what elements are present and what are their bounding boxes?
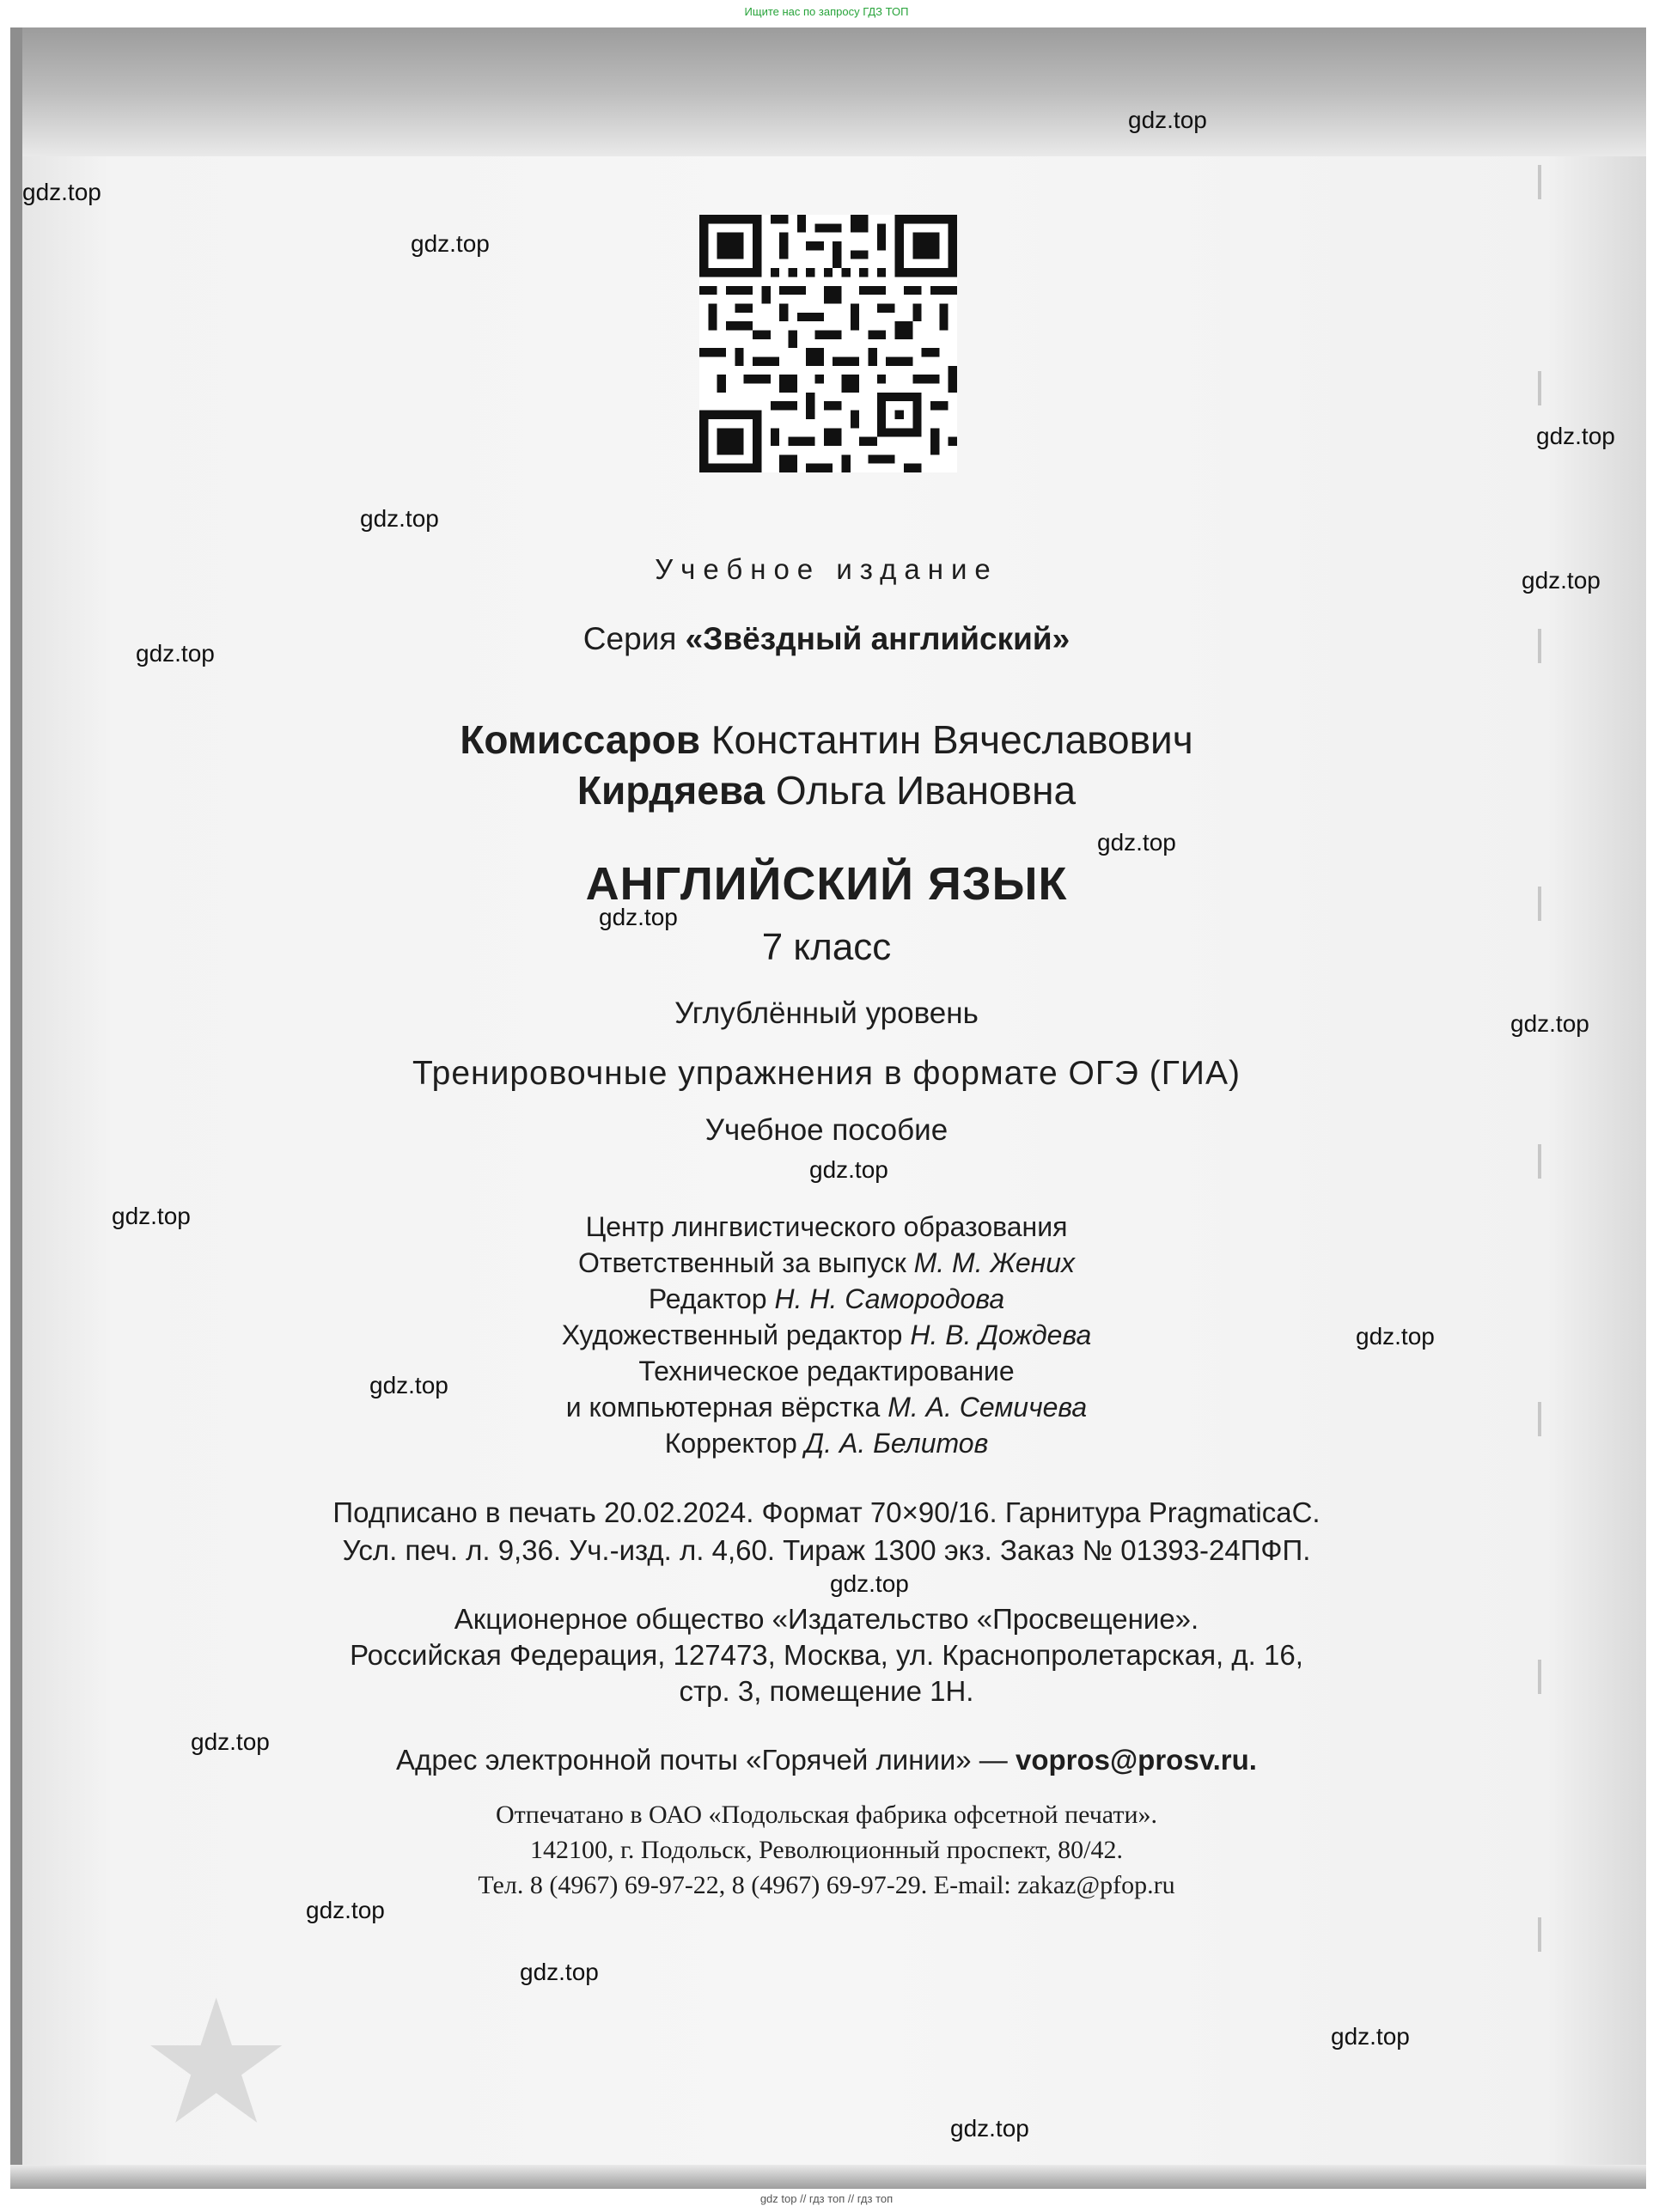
- watermark-link[interactable]: gdz.top: [1331, 2023, 1410, 2050]
- footer-links[interactable]: gdz top // гдз топ // гдз топ: [759, 2192, 894, 2205]
- publisher-line: Акционерное общество «Издательство «Просвещение».: [454, 1603, 1199, 1635]
- page-edge-mark: [1538, 371, 1541, 405]
- credits-editor: [0, 1283, 1653, 1315]
- credit-name: Н. Н. Самородова: [774, 1283, 1005, 1314]
- publisher-line: Российская Федерация, 127473, Москва, ул. Краснопролетарская, д. 16,: [350, 1639, 1303, 1671]
- watermark-link[interactable]: gdz.top: [1536, 423, 1615, 449]
- printer-line: 142100, г. Подольск, Революционный проспект, 80/42.: [530, 1836, 1123, 1864]
- credits-tech-editing: Техническое редактирование: [638, 1356, 1015, 1386]
- level: Углублённый уровень: [674, 996, 979, 1030]
- watermark-link[interactable]: gdz.top: [520, 1959, 599, 1985]
- watermark-link[interactable]: gdz.top: [830, 1570, 909, 1597]
- credit-name: Н. В. Дождева: [910, 1319, 1092, 1350]
- qr-code-icon[interactable]: [699, 215, 957, 472]
- watermark-link[interactable]: gdz.top: [1356, 1323, 1435, 1350]
- printer-line: Тел. 8 (4967) 69-97-22, 8 (4967) 69-97-29. E-mail: zakaz@pfop.ru: [478, 1871, 1175, 1899]
- credit-label: Ответственный за выпуск: [577, 1247, 906, 1278]
- author-surname: Комиссаров: [460, 717, 700, 762]
- watermark-link[interactable]: gdz.top: [599, 904, 678, 930]
- hotline-email[interactable]: vopros@prosv.ru.: [1015, 1744, 1257, 1776]
- manual-type: Учебное пособие: [705, 1113, 948, 1147]
- credit-label: Корректор: [664, 1428, 797, 1459]
- credit-label: Художественный редактор: [561, 1319, 903, 1350]
- hotline-label: Адрес электронной почты «Горячей линии» —: [396, 1744, 1008, 1776]
- author-given-names: Ольга Ивановна: [775, 768, 1077, 813]
- watermark-link[interactable]: gdz.top: [1097, 829, 1176, 856]
- page-edge-mark: [1538, 1917, 1541, 1952]
- credit-name: М. М. Жених: [913, 1247, 1076, 1278]
- credits-layout: [0, 1392, 1653, 1423]
- publisher-line: стр. 3, помещение 1Н.: [679, 1675, 974, 1707]
- watermark-link[interactable]: gdz.top: [136, 640, 215, 667]
- watermark-link[interactable]: gdz.top: [22, 179, 101, 205]
- page-top-shadow: [10, 27, 1646, 156]
- page-bottom-shadow: [10, 2165, 1646, 2189]
- series-line: [0, 621, 1653, 657]
- watermark-link[interactable]: gdz.top: [112, 1203, 191, 1229]
- credit-name: М. А. Семичева: [887, 1392, 1088, 1423]
- watermark-link[interactable]: gdz.top: [950, 2115, 1029, 2142]
- watermark-link[interactable]: gdz.top: [1510, 1010, 1589, 1037]
- book-title: АНГЛИЙСКИЙ ЯЗЫК: [585, 858, 1068, 910]
- watermark-link[interactable]: gdz.top: [191, 1728, 270, 1755]
- watermark-link[interactable]: gdz.top: [1128, 107, 1207, 133]
- edition-type: Учебное издание: [655, 553, 998, 585]
- watermark-link[interactable]: gdz.top: [369, 1372, 448, 1398]
- credit-label: Редактор: [648, 1283, 767, 1314]
- series-prefix: Серия: [583, 621, 677, 656]
- author-surname: Кирдяева: [576, 768, 766, 813]
- watermark-link[interactable]: gdz.top: [1522, 567, 1601, 594]
- credit-name: Д. А. Белитов: [804, 1428, 989, 1459]
- author-2: [0, 767, 1653, 814]
- credit-label: и компьютерная вёрстка: [565, 1392, 881, 1423]
- page-edge-mark: [1538, 1144, 1541, 1179]
- site-notice[interactable]: Ищите нас по запросу ГДЗ ТОП: [744, 5, 909, 18]
- series-name: «Звёздный английский»: [685, 621, 1070, 656]
- printer-line: Отпечатано в ОАО «Подольская фабрика офсетной печати».: [496, 1801, 1157, 1829]
- print-info-line: Усл. печ. л. 9,36. Уч.-изд. л. 4,60. Тираж 1300 экз. Заказ № 01393-24ПФП.: [342, 1534, 1311, 1566]
- star-icon: ★: [139, 1967, 294, 2159]
- author-given-names: Константин Вячеславович: [711, 717, 1193, 762]
- grade: 7 класс: [761, 926, 892, 968]
- page-edge-mark: [1538, 165, 1541, 199]
- author-1: [0, 716, 1653, 763]
- credits-corrector: [0, 1428, 1653, 1459]
- watermark-link[interactable]: gdz.top: [809, 1156, 888, 1183]
- watermark-link[interactable]: gdz.top: [411, 230, 490, 257]
- credits-center: Центр лингвистического образования: [585, 1211, 1068, 1242]
- watermark-link[interactable]: gdz.top: [360, 505, 439, 532]
- credits-responsible: [0, 1247, 1653, 1279]
- print-info-line: Подписано в печать 20.02.2024. Формат 70×90/16. Гарнитура PragmaticaC.: [332, 1496, 1321, 1528]
- watermark-link[interactable]: gdz.top: [306, 1897, 385, 1923]
- exercise-format: Тренировочные упражнения в формате ОГЭ (ГИА): [412, 1055, 1241, 1092]
